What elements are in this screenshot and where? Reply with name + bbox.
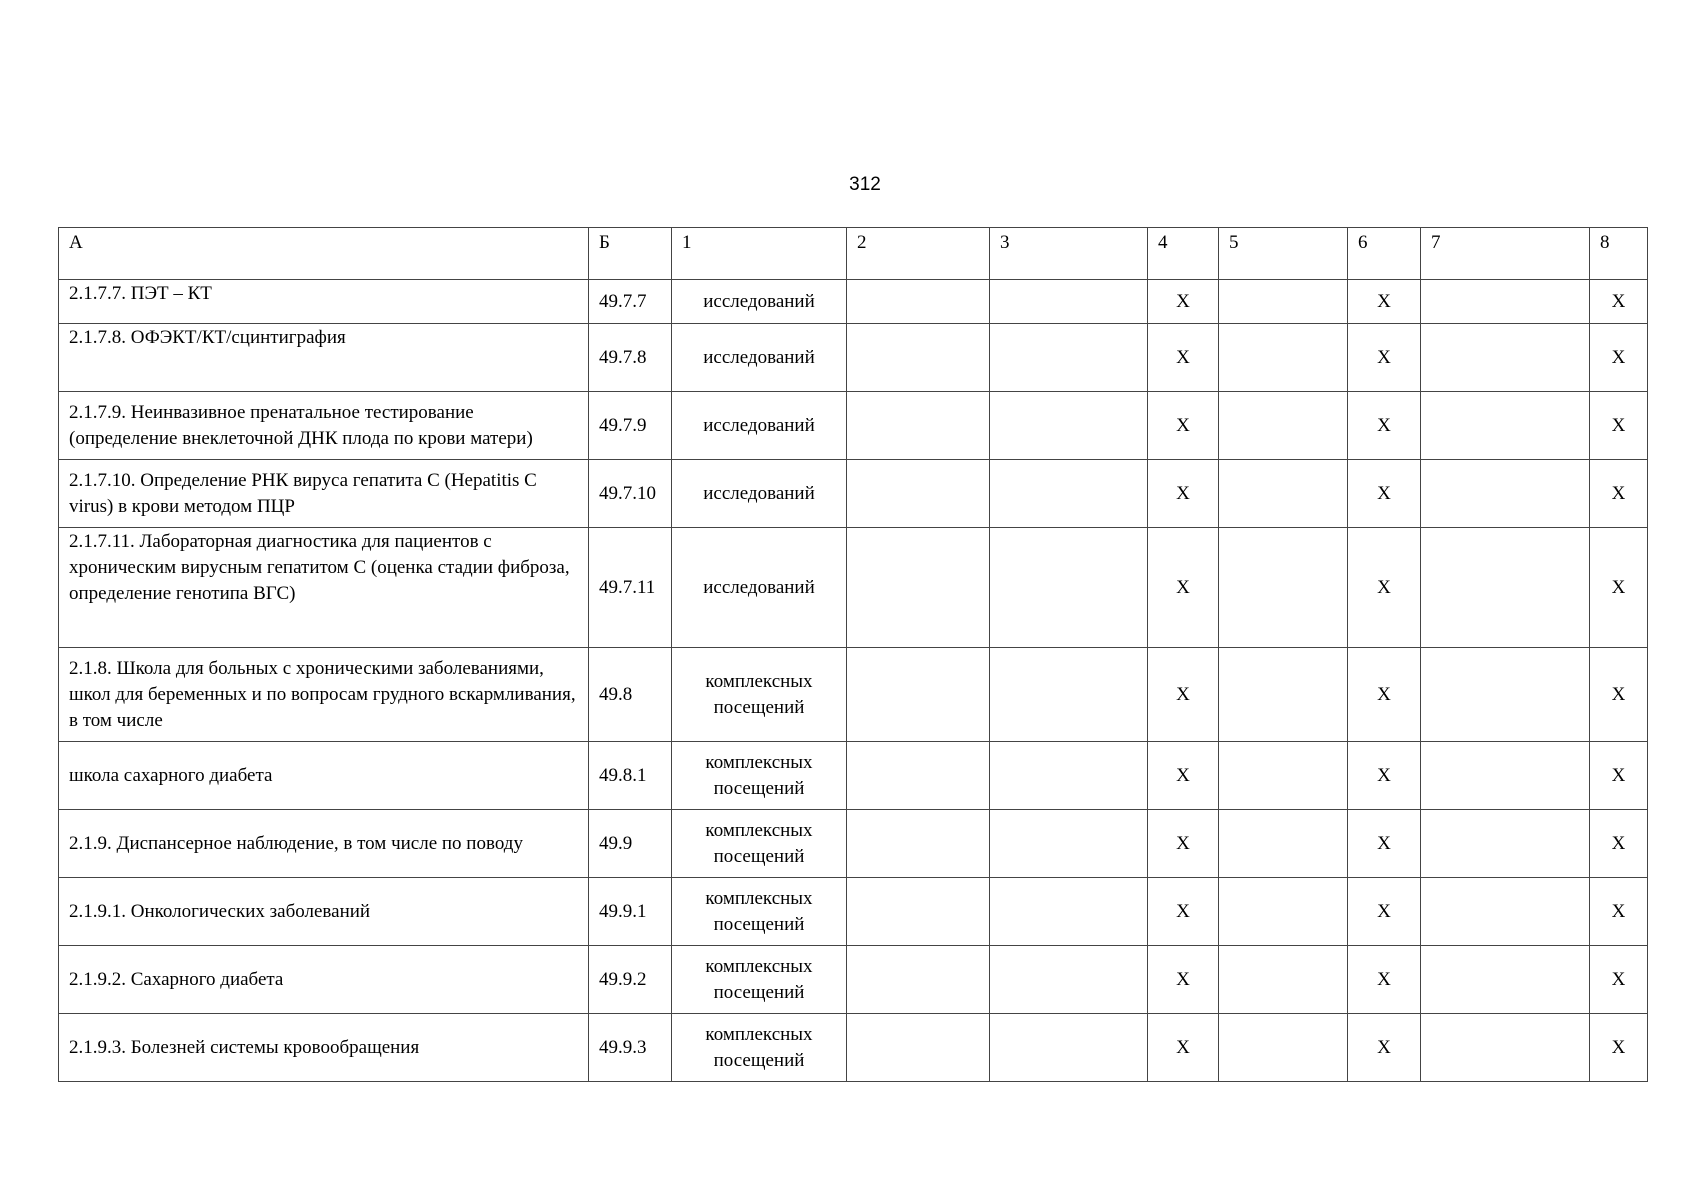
mark-cell: X	[1590, 810, 1648, 878]
row-code: 49.7.9	[589, 392, 672, 460]
row-unit: комплексных посещений	[672, 878, 847, 946]
empty-cell	[990, 1014, 1148, 1082]
empty-cell	[1219, 528, 1348, 648]
row-unit: комплексных посещений	[672, 742, 847, 810]
column-header: А	[59, 228, 589, 280]
mark-cell: X	[1348, 742, 1421, 810]
table-row	[59, 946, 1648, 1014]
empty-cell	[990, 528, 1148, 648]
mark-cell: X	[1148, 946, 1219, 1014]
mark-cell: X	[1148, 810, 1219, 878]
table-row	[59, 1014, 1648, 1082]
mark-cell: X	[1148, 1014, 1219, 1082]
empty-cell	[1219, 280, 1348, 324]
empty-cell	[1421, 946, 1590, 1014]
empty-cell	[847, 280, 990, 324]
empty-cell	[990, 648, 1148, 742]
empty-cell	[1219, 810, 1348, 878]
mark-cell: X	[1348, 1014, 1421, 1082]
row-unit: комплексных посещений	[672, 810, 847, 878]
empty-cell	[847, 1014, 990, 1082]
row-code: 49.9.3	[589, 1014, 672, 1082]
column-header: 6	[1348, 228, 1421, 280]
empty-cell	[1421, 392, 1590, 460]
empty-cell	[1421, 1014, 1590, 1082]
mark-cell: X	[1590, 1014, 1648, 1082]
row-name: 2.1.9.3. Болезней системы кровообращения	[59, 1014, 589, 1082]
column-header: 3	[990, 228, 1148, 280]
mark-cell: X	[1148, 460, 1219, 528]
empty-cell	[1421, 810, 1590, 878]
empty-cell	[1421, 528, 1590, 648]
empty-cell	[847, 810, 990, 878]
row-unit: комплексных посещений	[672, 648, 847, 742]
table-row	[59, 392, 1648, 460]
row-code: 49.9	[589, 810, 672, 878]
mark-cell: X	[1348, 810, 1421, 878]
column-header: 1	[672, 228, 847, 280]
row-unit: комплексных посещений	[672, 946, 847, 1014]
column-header: 8	[1590, 228, 1648, 280]
row-code: 49.7.7	[589, 280, 672, 324]
row-code: 49.8.1	[589, 742, 672, 810]
mark-cell: X	[1348, 460, 1421, 528]
mark-cell: X	[1148, 392, 1219, 460]
empty-cell	[990, 280, 1148, 324]
table-row	[59, 878, 1648, 946]
empty-cell	[1219, 1014, 1348, 1082]
row-name: школа сахарного диабета	[59, 742, 589, 810]
data-table	[58, 227, 1648, 1082]
row-code: 49.9.2	[589, 946, 672, 1014]
mark-cell: X	[1348, 324, 1421, 392]
row-unit: исследований	[672, 460, 847, 528]
row-name: 2.1.7.11. Лабораторная диагностика для пациентов с хроническим вирусным гепатитом С (оценка стадии фиброза, определение генотипа ВГС)	[59, 528, 589, 648]
mark-cell: X	[1348, 280, 1421, 324]
column-header: Б	[589, 228, 672, 280]
mark-cell: X	[1590, 648, 1648, 742]
mark-cell: X	[1590, 280, 1648, 324]
empty-cell	[1219, 460, 1348, 528]
table-row	[59, 324, 1648, 392]
empty-cell	[990, 946, 1148, 1014]
mark-cell: X	[1590, 528, 1648, 648]
mark-cell: X	[1148, 878, 1219, 946]
table-header-row	[59, 228, 1648, 280]
empty-cell	[847, 392, 990, 460]
empty-cell	[990, 878, 1148, 946]
row-unit: исследований	[672, 528, 847, 648]
mark-cell: X	[1148, 280, 1219, 324]
mark-cell: X	[1590, 946, 1648, 1014]
row-unit: исследований	[672, 392, 847, 460]
mark-cell: X	[1348, 878, 1421, 946]
column-header: 5	[1219, 228, 1348, 280]
row-name: 2.1.7.7. ПЭТ – КТ	[59, 280, 589, 324]
row-name: 2.1.9.2. Сахарного диабета	[59, 946, 589, 1014]
empty-cell	[847, 460, 990, 528]
table-row	[59, 810, 1648, 878]
row-name: 2.1.9.1. Онкологических заболеваний	[59, 878, 589, 946]
row-name: 2.1.9. Диспансерное наблюдение, в том числе по поводу	[59, 810, 589, 878]
row-code: 49.9.1	[589, 878, 672, 946]
row-code: 49.8	[589, 648, 672, 742]
mark-cell: X	[1148, 528, 1219, 648]
row-code: 49.7.10	[589, 460, 672, 528]
table-row	[59, 460, 1648, 528]
row-unit: комплексных посещений	[672, 1014, 847, 1082]
empty-cell	[1421, 878, 1590, 946]
mark-cell: X	[1348, 648, 1421, 742]
empty-cell	[847, 324, 990, 392]
row-unit: исследований	[672, 324, 847, 392]
page-number: 312	[849, 174, 881, 195]
empty-cell	[847, 648, 990, 742]
mark-cell: X	[1148, 648, 1219, 742]
mark-cell: X	[1590, 878, 1648, 946]
table-row	[59, 280, 1648, 324]
table-row	[59, 528, 1648, 648]
empty-cell	[990, 460, 1148, 528]
row-code: 49.7.8	[589, 324, 672, 392]
empty-cell	[847, 528, 990, 648]
mark-cell: X	[1348, 946, 1421, 1014]
row-name: 2.1.7.9. Неинвазивное пренатальное тестирование (определение внеклеточной ДНК плода по крови матери)	[59, 392, 589, 460]
empty-cell	[1219, 878, 1348, 946]
row-code: 49.7.11	[589, 528, 672, 648]
empty-cell	[1421, 324, 1590, 392]
empty-cell	[1219, 946, 1348, 1014]
empty-cell	[1219, 742, 1348, 810]
empty-cell	[1219, 648, 1348, 742]
mark-cell: X	[1590, 392, 1648, 460]
empty-cell	[847, 946, 990, 1014]
row-name: 2.1.7.8. ОФЭКТ/КТ/сцинтиграфия	[59, 324, 589, 392]
table-row	[59, 648, 1648, 742]
column-header: 2	[847, 228, 990, 280]
empty-cell	[1219, 324, 1348, 392]
mark-cell: X	[1148, 324, 1219, 392]
table-row	[59, 742, 1648, 810]
empty-cell	[1421, 460, 1590, 528]
mark-cell: X	[1148, 742, 1219, 810]
empty-cell	[847, 878, 990, 946]
empty-cell	[990, 810, 1148, 878]
mark-cell: X	[1348, 528, 1421, 648]
empty-cell	[847, 742, 990, 810]
row-unit: исследований	[672, 280, 847, 324]
column-header: 7	[1421, 228, 1590, 280]
empty-cell	[1421, 742, 1590, 810]
row-name: 2.1.8. Школа для больных с хроническими заболеваниями, школ для беременных и по вопросам грудного вскармливания, в том числе	[59, 648, 589, 742]
mark-cell: X	[1590, 324, 1648, 392]
mark-cell: X	[1590, 460, 1648, 528]
column-header: 4	[1148, 228, 1219, 280]
empty-cell	[990, 742, 1148, 810]
empty-cell	[990, 392, 1148, 460]
empty-cell	[1219, 392, 1348, 460]
empty-cell	[990, 324, 1148, 392]
mark-cell: X	[1348, 392, 1421, 460]
row-name: 2.1.7.10. Определение РНК вируса гепатита С (Hepatitis C virus) в крови методом ПЦР	[59, 460, 589, 528]
empty-cell	[1421, 648, 1590, 742]
mark-cell: X	[1590, 742, 1648, 810]
empty-cell	[1421, 280, 1590, 324]
